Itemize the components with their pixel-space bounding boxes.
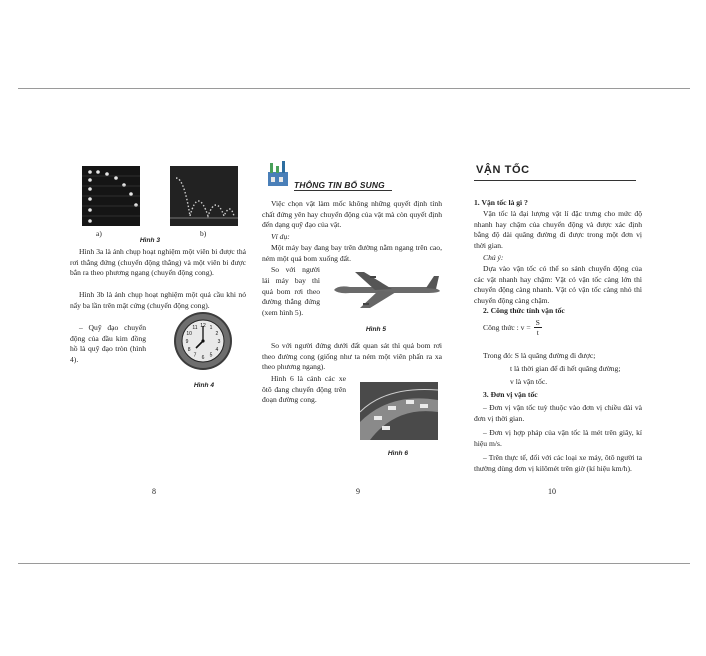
clock-numeral: 2	[215, 330, 219, 337]
formula-fraction	[534, 318, 542, 337]
figure-3b-photo	[170, 166, 238, 226]
figure-6-caption: Hình 6	[387, 450, 409, 457]
figure-3-caption: Hình 3	[139, 237, 161, 244]
page9-example-label: Ví dụ:	[271, 232, 290, 241]
page9-paragraph-1: Việc chọn vật làm mốc không những quyết định tính chất đứng yên hay chuyển động của vật mà còn quyết định đến dạng quỹ đạo của vật.	[262, 199, 442, 230]
top-rule	[18, 88, 690, 89]
bottom-rule	[18, 563, 690, 564]
page8-paragraph-3: – Quỹ đạo chuyển động của đầu kim đồng hồ là quỹ đạo tròn (hình 4).	[70, 323, 146, 364]
formula-prefix: Công thức : v =	[483, 323, 531, 332]
page8-paragraph-1: Hình 3a là ảnh chụp hoạt nghiệm một viên bi được thả rơi thẳng đứng (chuyển động thẳng) và một viên bi được bắn ra theo phương ngang (chuyển động cong).	[70, 247, 246, 278]
clock-numeral: 3	[217, 338, 221, 345]
bouncing-ball-image	[170, 166, 238, 226]
clock-numeral: 8	[187, 346, 191, 353]
clock-numeral: 6	[201, 354, 205, 361]
page10-title: VẬN TỐC	[476, 164, 530, 176]
figure-4-clock	[176, 314, 230, 368]
page9-title: THÔNG TIN BỔ SUNG	[294, 180, 392, 191]
figure-3a-photo	[82, 166, 140, 226]
figure-5-caption: Hình 5	[365, 326, 387, 333]
clock-face	[176, 314, 230, 368]
page9-paragraph-5: Hình 6 là cảnh các xe ôtô đang chuyển động trên đoạn đường cong.	[262, 374, 346, 405]
falling-balls-image	[82, 166, 140, 226]
page8-paragraph-2: Hình 3b là ảnh chụp hoạt nghiệm một quả cầu khi nó nẩy ba lần trên mặt cứng (chuyển động cong).	[70, 290, 246, 310]
section-1-paragraph: Vận tốc là đại lượng vật lí đặc trưng cho mức độ nhanh hay chậm của chuyển động và được xác định bằng độ dài quãng đường đi được trong một đơn vị thời gian.	[474, 209, 642, 250]
info-icon	[266, 160, 290, 188]
page9-paragraph-2: Một máy bay đang bay trên đường nằm ngang trên cao, ném một quả bom xuống đất.	[262, 243, 442, 263]
clock-numeral: 11	[192, 324, 198, 331]
clock-numeral: 9	[185, 338, 189, 345]
section-1-heading: 1. Vận tốc là gì ?	[474, 198, 528, 207]
clock-numeral: 5	[209, 352, 213, 359]
section-3-heading: 3. Đơn vị vận tốc	[483, 390, 538, 399]
page-number-10: 10	[548, 487, 556, 496]
clock-numeral: 7	[193, 352, 197, 359]
section-3-paragraph-3: – Trên thực tế, đối với các loại xe máy, ôtô người ta thường dùng đơn vị kilômét trên giờ (kí hiệu km/h).	[474, 453, 642, 473]
figure-5-airplane	[330, 268, 442, 312]
figure-3a-label: a)	[96, 229, 102, 238]
formula	[483, 318, 542, 337]
where-line-2: t là thời gian để đi hết quãng đường;	[510, 364, 621, 373]
clock-numeral: 1	[209, 324, 213, 331]
clock-numeral: 4	[215, 346, 219, 353]
formula-numerator: S	[535, 318, 540, 327]
where-line-1: Trong đó: S là quãng đường đi được;	[483, 351, 596, 360]
formula-denominator: t	[536, 328, 539, 337]
figure-3b-label: b)	[200, 229, 207, 238]
page9-paragraph-3: So với người lái máy bay thì quả bom rơi theo đường thẳng đứng (xem hình 5).	[262, 265, 320, 318]
clock-numeral: 12	[200, 322, 206, 329]
section-2-heading: 2. Công thức tính vận tốc	[483, 306, 565, 315]
factory-icon	[266, 160, 290, 188]
where-line-3: v là vận tốc.	[510, 377, 548, 386]
section-3-paragraph-2: – Đơn vị hợp pháp của vận tốc là mét trên giây, kí hiệu m/s.	[474, 428, 642, 448]
page-number-8: 8	[152, 487, 156, 496]
clock-numeral: 10	[186, 330, 192, 337]
figure-6-photo	[360, 382, 438, 440]
note-label: Chú ý:	[483, 253, 504, 262]
airplane-image	[330, 268, 442, 312]
page9-paragraph-4: So với người đứng dưới đất quan sát thì quả bom rơi theo đường cong (giống như ta ném một viên phấn ra xa theo phương ngang).	[262, 341, 442, 372]
figure-4-caption: Hình 4	[193, 382, 215, 389]
section-3-paragraph-1: – Đơn vị vận tốc tuỳ thuộc vào đơn vị chiều dài và đơn vị thời gian.	[474, 403, 642, 423]
page-number-9: 9	[356, 487, 360, 496]
note-paragraph: Dựa vào vận tốc có thể so sánh chuyển động của các vật nhanh hay chậm: Vật có vận tốc càng lớn thì chuyển động càng nhanh. Vật có vận tốc càng nhỏ thì chuyển động càng chậm.	[474, 264, 642, 305]
curved-road-cars-image	[360, 382, 438, 440]
title-underline	[474, 180, 636, 181]
